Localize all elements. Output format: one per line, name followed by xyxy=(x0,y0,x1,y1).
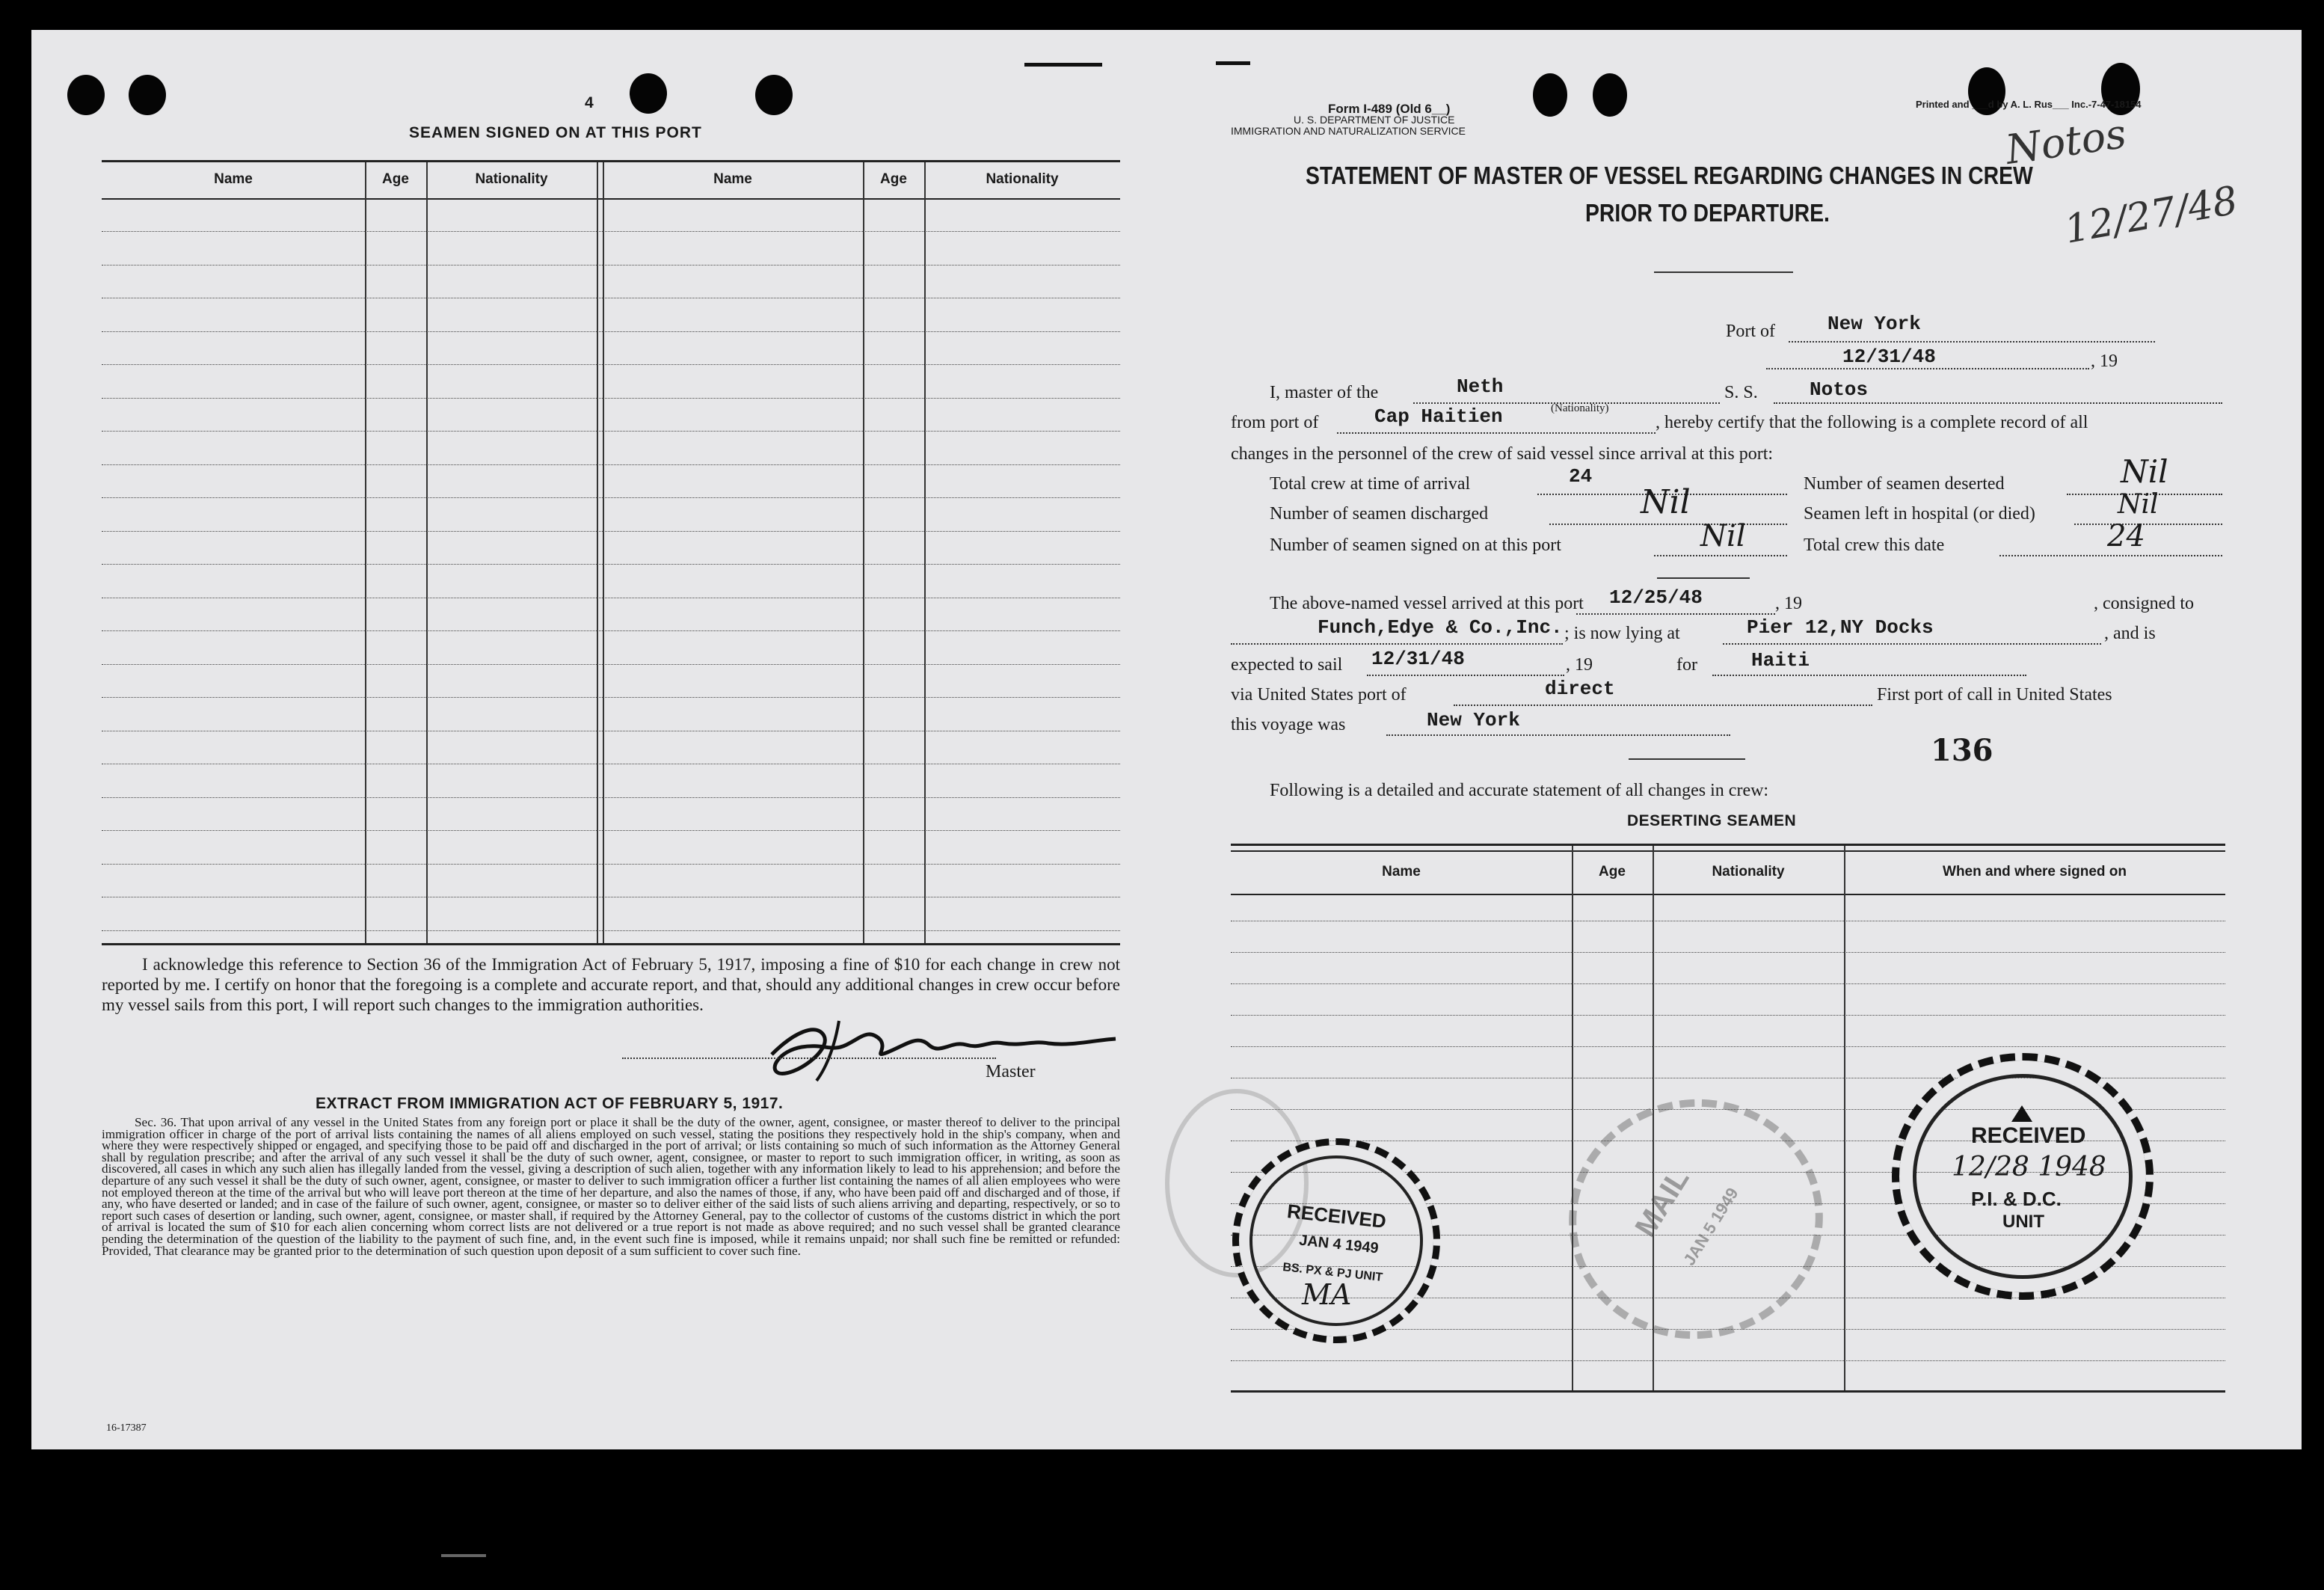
discharged-label: Number of seamen discharged xyxy=(1270,504,1489,524)
statement-date: 12/31/48 xyxy=(1842,346,1936,368)
first-port-label: First port of call in United States xyxy=(1877,685,2112,705)
table-row xyxy=(102,431,1120,432)
table-row xyxy=(102,930,1120,931)
stamp-unit: BS. PX & PJ UNIT xyxy=(1282,1261,1383,1284)
left-page-title: SEAMEN SIGNED ON AT THIS PORT xyxy=(409,124,702,141)
stamp-initials: MA xyxy=(1302,1278,1352,1311)
form-code: 16-17387 xyxy=(106,1422,147,1434)
form-title-line1: STATEMENT OF MASTER OF VESSEL REGARDING CHANGES IN CREW xyxy=(1306,162,2033,189)
table-row xyxy=(102,531,1120,532)
left-page xyxy=(31,30,1161,1449)
table-row xyxy=(102,830,1120,831)
received-stamp-right xyxy=(1892,1053,2154,1300)
for-label: for xyxy=(1676,655,1697,675)
signed-on-value: Nil xyxy=(1700,519,1746,553)
sail-date: 12/31/48 xyxy=(1371,648,1465,670)
year-suffix: , 19 xyxy=(2091,352,2118,371)
consigned-label: , consigned to xyxy=(2094,594,2194,613)
certify-text-2: changes in the personnel of the crew of said vessel since arrival at this port: xyxy=(1231,444,1774,464)
table-row xyxy=(102,864,1120,865)
port-of-value: New York xyxy=(1827,313,1921,335)
master-signature xyxy=(727,1006,1131,1088)
mail-stamp-text: MAIL xyxy=(1629,1163,1696,1243)
table-row xyxy=(102,497,1120,498)
column-header: Nationality xyxy=(986,171,1059,187)
page-number: 4 xyxy=(585,94,594,111)
punch-hole xyxy=(630,73,667,114)
column-header: Age xyxy=(1599,864,1626,880)
master-of-label: I, master of the xyxy=(1270,383,1379,402)
from-port-value: Cap Haitien xyxy=(1374,405,1503,428)
discharged-value: Nil xyxy=(1641,483,1691,521)
vessel-name: Notos xyxy=(1810,378,1869,401)
column-header: Age xyxy=(382,171,409,187)
lying-label: ; is now lying at xyxy=(1564,624,1680,643)
total-crew-arrival-label: Total crew at time of arrival xyxy=(1270,474,1471,494)
stamp-date: JAN 4 1949 xyxy=(1298,1232,1380,1257)
punch-hole xyxy=(129,75,166,115)
table-row xyxy=(1231,1015,2225,1016)
ss-label: S. S. xyxy=(1724,383,1758,402)
punch-hole xyxy=(755,75,793,115)
signed-on-label: Number of seamen signed on at this port xyxy=(1270,535,1561,555)
acknowledgement-text: I acknowledge this reference to Section 36 of the Immigration Act of February 5, 1917, imposing a fine of $10 for each change in crew not reported by me. I certify on honor that the foregoing is a complete and accurate report, and that, should any additional changes in crew occur before my vessel sails from this port, I will report such changes to the immigration authorities. xyxy=(102,955,1120,1014)
service-line: IMMIGRATION AND NATURALIZATION SERVICE xyxy=(1231,125,1466,137)
stamp-date: 12/28 1948 xyxy=(1952,1152,2106,1182)
table-row xyxy=(102,231,1120,232)
column-header: Age xyxy=(880,171,907,187)
column-header: When and where signed on xyxy=(1943,864,2127,880)
expected-label: expected to sail xyxy=(1231,655,1343,675)
year-suffix: , 19 xyxy=(1775,594,1802,613)
department-line: U. S. DEPARTMENT OF JUSTICE xyxy=(1294,114,1455,126)
extract-text: Sec. 36. That upon arrival of any vessel in the United States from any foreign port or place it shall be the duty of the owner, agent, consignee, or master thereof to deliver to the principal immigration officer in charge of the port of arrival lists containing the names of all aliens employed on such vessel, stating the positions they respectively hold in the ship's company, when and where they were respectively shipped or engaged, and specifying those to be paid off and discharged in the port of arrival; or lists containing so much of such information as the Attorney General shall by regulation prescribe; and after the arrival of any such vessel it shall be the duty of such owner, agent, consignee, or master to report to such immigration officer, in writing, as soon as discovered, all cases in which any such alien has illegally landed from the vessel, giving a description of such alien, together with any information likely to lead to his apprehension; and before the departure of any such vessel it shall be the duty of such owner, agent, consignee, or master to deliver to such immigration officer a further list containing the names of all alien employees who were not employed thereon at the time of the arrival but who will leave port thereon at the time of her departure, and also the names of those, if any, who have been paid off and discharged and of those, if any, who have deserted or landed; and in case of the failure of such owner, agent, consignee, or master so to deliver either of the said lists of such aliens arriving and departing, respectively, or so to report such cases of desertion or landing, such owner, agent, consignee, or master shall, if required by the Attorney General, pay to the collector of customs of the customs district in which the port of arrival is located the sum of $10 for each alien concerning whom correct lists are not delivered or a true report is not made as above required; and no such vessel shall be granted clearance pending the determination of the question of the liability to the payment of such fine, and, in the event such fine is imposed, while it remains unpaid; nor shall such fine be remitted or refunded: Provided, That clearance may be granted prior to the determination of such question upon deposit of a sum sufficient to cover such fine. xyxy=(102,1115,1120,1258)
destination: Haiti xyxy=(1751,649,1810,672)
master-label: Master xyxy=(986,1062,1036,1081)
received-stamp-left xyxy=(1232,1138,1440,1343)
arrived-date: 12/25/48 xyxy=(1609,586,1703,609)
consignee: Funch,Edye & Co.,Inc. xyxy=(1318,616,1563,639)
arrived-label: The above-named vessel arrived at this port xyxy=(1270,594,1584,613)
stray-mark xyxy=(1216,61,1250,65)
table-row xyxy=(102,364,1120,365)
column-header: Nationality xyxy=(1712,864,1785,880)
printer-line: Printed and ___d by A. L. Rus___ Inc.-7-47-18154 xyxy=(1916,99,2142,110)
table-row xyxy=(102,464,1120,465)
table-row xyxy=(102,697,1120,698)
punch-hole xyxy=(1533,73,1567,117)
deserted-value: Nil xyxy=(2121,453,2168,490)
from-port-label: from port of xyxy=(1231,413,1319,432)
this-voyage-label: this voyage was xyxy=(1231,715,1346,734)
mail-stamp-date: JAN 5 1949 xyxy=(1679,1184,1742,1269)
table-row xyxy=(102,398,1120,399)
table-row xyxy=(1231,952,2225,953)
lying-at: Pier 12,NY Docks xyxy=(1747,616,1934,639)
hospital-label: Seamen left in hospital (or died) xyxy=(1804,504,2035,524)
stamp-received-text: RECEIVED xyxy=(1971,1123,2086,1148)
divider xyxy=(1657,577,1750,579)
stamp-received-text: RECEIVED xyxy=(1285,1200,1388,1233)
port-of-label: Port of xyxy=(1726,322,1775,341)
punch-hole xyxy=(1593,73,1627,117)
stamp-unit-line1: P.I. & D.C. xyxy=(1971,1188,2062,1210)
stray-mark xyxy=(441,1554,486,1557)
signed-on-table xyxy=(102,160,1120,945)
year-suffix: , 19 xyxy=(1566,655,1593,675)
stray-mark xyxy=(1024,63,1102,67)
table-row xyxy=(102,564,1120,565)
deserted-label: Number of seamen deserted xyxy=(1804,474,2005,494)
table-row xyxy=(102,630,1120,631)
triangle-icon xyxy=(2011,1105,2032,1122)
hospital-value: Nil xyxy=(2118,489,2159,520)
handwritten-date-note: 12/27/48 xyxy=(2061,178,2241,253)
total-crew-arrival-value: 24 xyxy=(1569,465,1593,488)
total-crew-date-label: Total crew this date xyxy=(1804,535,1945,555)
punch-hole xyxy=(67,75,105,115)
first-port: New York xyxy=(1427,709,1520,731)
nationality-value: Neth xyxy=(1457,375,1504,398)
extract-title: EXTRACT FROM IMMIGRATION ACT OF FEBRUARY 5, 1917. xyxy=(316,1095,784,1112)
column-header: Name xyxy=(1382,864,1421,880)
certify-text: , hereby certify that the following is a complete record of all xyxy=(1656,413,2088,432)
via-port: direct xyxy=(1545,678,1615,700)
signature-line xyxy=(622,1058,996,1059)
column-header: Name xyxy=(214,171,253,187)
and-is-label: , and is xyxy=(2104,624,2156,643)
table-row xyxy=(1231,1360,2225,1361)
table-row xyxy=(102,797,1120,798)
nationality-hint: (Nationality) xyxy=(1551,402,1609,414)
total-crew-date-value: 24 xyxy=(2107,519,2145,553)
following-text: Following is a detailed and accurate statement of all changes in crew: xyxy=(1270,781,1769,800)
column-header: Name xyxy=(713,171,752,187)
divider xyxy=(1629,758,1745,760)
column-header: Nationality xyxy=(475,171,548,187)
handwritten-number: 136 xyxy=(1931,733,1993,768)
stamp-unit-line2: UNIT xyxy=(2002,1212,2044,1232)
table-row xyxy=(1231,983,2225,984)
via-label: via United States port of xyxy=(1231,685,1407,705)
table-row xyxy=(102,664,1120,665)
form-title-line2: PRIOR TO DEPARTURE. xyxy=(1585,199,1830,227)
divider xyxy=(1654,271,1793,273)
table-row xyxy=(102,331,1120,332)
deserting-title: DESERTING SEAMEN xyxy=(1627,812,1797,829)
handwritten-vessel-note: Notos xyxy=(2002,110,2130,174)
table-row xyxy=(1231,1046,2225,1047)
form-number: Form I-489 (Old 6__) xyxy=(1328,102,1451,116)
